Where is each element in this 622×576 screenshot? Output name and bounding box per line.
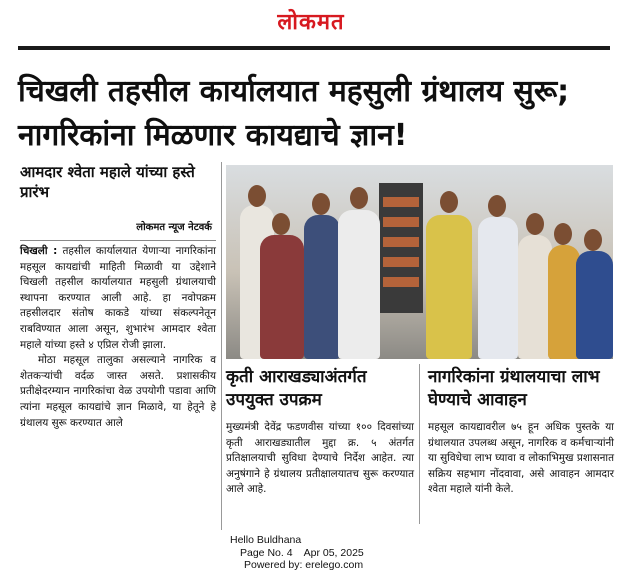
- footer-page-date: Page No. 4 Apr 05, 2025: [240, 546, 364, 559]
- article-body-column: [20, 244, 216, 431]
- section-1-body: मुख्यमंत्री देवेंद्र फडणवीस यांच्या १०० दिवसांच्या कृती आराखड्यातील मुद्दा क्र. ५ अंतर्गत प्रतिक्षालयाची सुविधा देण्याचे निर्देश आहेत. त्या अनुषंगाने हे ग्रंथालय प्रतीक्षालयातच सुरू करण्यात आले आहे.: [226, 421, 414, 496]
- lokmat-logo: लोकमत: [277, 9, 345, 35]
- paragraph-2: मोठा महसूल तालुका असल्याने नागरिक व शेतकऱ्यांची वर्दळ जास्त असते. प्रशासकीय प्रतीक्षेदरम्यान नागरिकांचा वेळ उपयोगी पडावा आणि त्यांना महसूल कायद्यांचे ज्ञान मिळावे, या हेतूने हे ग्रंथालय सुरू करण्यात आले: [20, 354, 216, 429]
- byline-divider: [20, 240, 216, 241]
- footer-powered-by: Powered by: erelego.com: [244, 559, 364, 571]
- footer-edition: Hello Buldhana: [230, 534, 302, 546]
- section-1-title: कृती आराखड्याअंतर्गत उपयुक्त उपक्रम: [226, 367, 367, 410]
- article-subhead: आमदार श्वेता महाले यांच्या हस्ते प्रारंभ: [20, 163, 195, 201]
- article-headline: चिखली तहसील कार्यालयात महसुली ग्रंथालय सुरू; नागरिकांना मिळणार कायद्याचे ज्ञान!: [18, 74, 570, 153]
- section-2-body: महसूल कायद्यावरील ७५ हून अधिक पुस्तके या ग्रंथालयात उपलब्ध असून, नागरिक व कर्मचाऱ्यांनी या सुविधेचा लाभ घ्यावा व लोकाभिमुख प्रशासनात सक्रिय सहभाग नोंदवावा, असे आवाहन आमदार श्वेता महाले यांनी केले.: [428, 421, 614, 496]
- dateline: चिखली :: [20, 245, 58, 257]
- column-divider-2: [419, 364, 420, 524]
- page-footer: [230, 534, 390, 572]
- paragraph-1-text: तहसील कार्यालयात येणाऱ्या नागरिकांना महसूल कायद्यांची माहिती मिळावी या उद्देशाने चिखली तहसील कार्यालयात महसुली ग्रंथालयाची स्थापना करण्यात आली आहे. हा नवोपक्रम तहसीलदार संतोष काकडे यांच्या संकल्पनेतून राबविण्यात आला असून, शुभारंभ आमदार श्वेता महाले यांच्या हस्ते ४ एप्रिल रोजी झाला.: [20, 245, 216, 351]
- masthead: [0, 0, 622, 38]
- column-divider-1: [221, 162, 222, 530]
- top-rule: [18, 46, 610, 50]
- article-photo: [226, 165, 613, 359]
- paragraph-1: [20, 244, 216, 353]
- bookshelf-graphic: [379, 183, 423, 313]
- article-byline: लोकमत न्यूज नेटवर्क: [136, 222, 212, 233]
- section-2-title: नागरिकांना ग्रंथालयाचा लाभ घेण्याचे आवाहन: [428, 367, 600, 410]
